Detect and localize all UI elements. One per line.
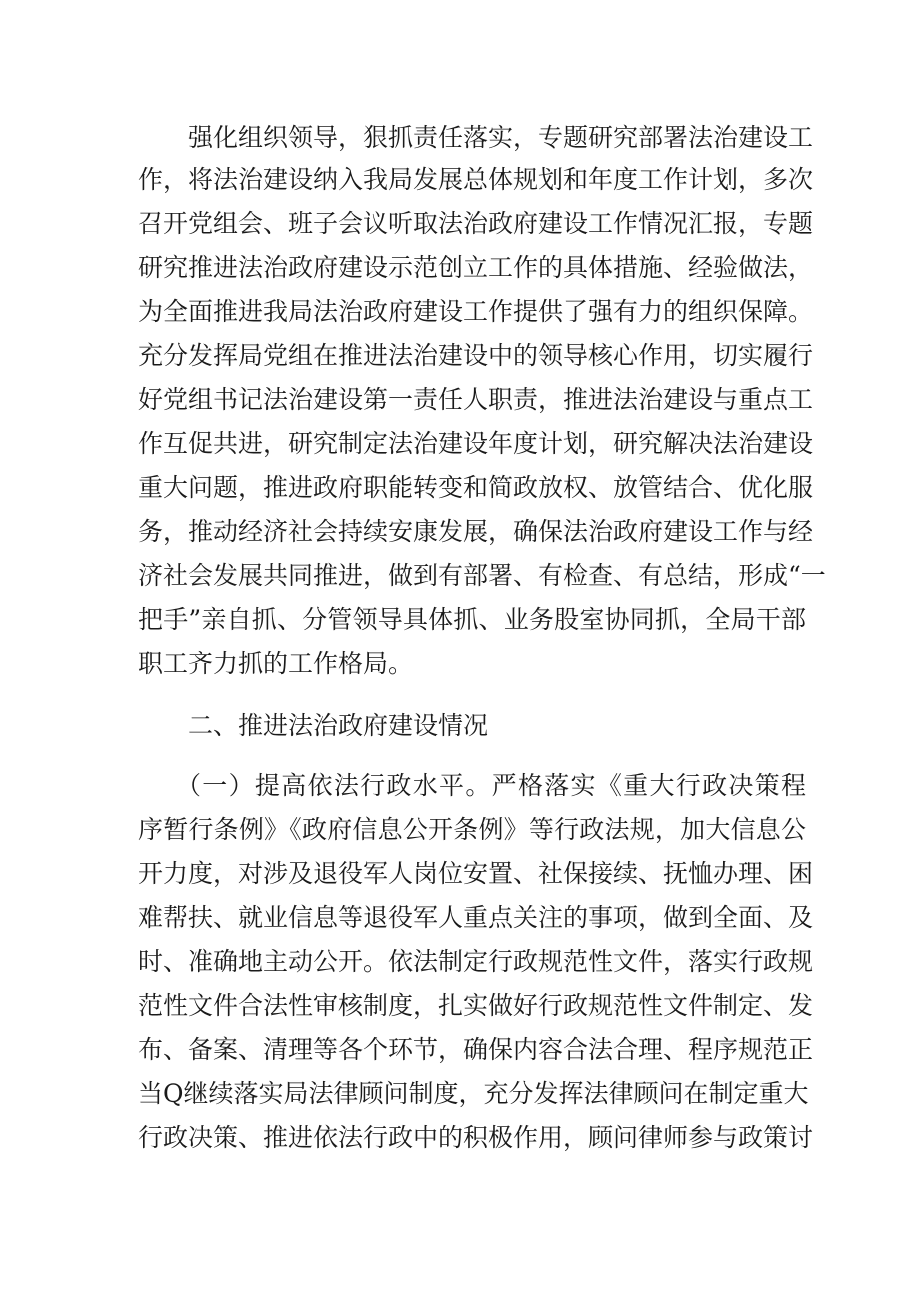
paragraph-1-line-13: 职工齐力抓的工作格局。 (138, 649, 414, 678)
paragraph-1-line-7: 好党组书记法治建设第一责任人职责，推进法治建设与重点工 (138, 385, 814, 414)
paragraph-1-line-12: 把手”亲自抓、分管领导具体抓、业务股室协同抓，全局干部 (138, 605, 806, 634)
paragraph-2-line-2: 序暂行条例》《政府信息公开条例》等行政法规，加大信息公 (138, 815, 806, 844)
paragraph-2-line-9: 行政决策、推进依法行政中的积极作用，顾问律师参与政策讨 (138, 1123, 814, 1152)
paragraph-2-line-8: 当Q继续落实局法律顾问制度，充分发挥法律顾问在制定重大 (138, 1079, 809, 1108)
section-heading: 二、推进法治政府建设情况 (188, 711, 489, 740)
paragraph-2-line-6: 范性文件合法性审核制度，扎实做好行政规范性文件制定、发 (138, 991, 814, 1020)
paragraph-1-line-10: 务，推动经济社会持续安康发展，确保法治政府建设工作与经 (138, 517, 814, 546)
paragraph-1-line-6: 充分发挥局党组在推进法治建设中的领导核心作用，切实履行 (138, 341, 814, 370)
paragraph-2-line-7: 布、备案、清理等各个环节，确保内容合法合理、程序规范正 (138, 1035, 814, 1064)
paragraph-2-line-1: （一）提高依法行政水平。严格落实《重大行政决策程 (176, 771, 806, 800)
paragraph-1-line-8: 作互促共进，研究制定法治建设年度计划，研究解决法治建设 (138, 429, 814, 458)
paragraph-2-line-4: 难帮扶、就业信息等退役军人重点关注的事项，做到全面、及 (138, 903, 814, 932)
paragraph-2-line-5: 时、准确地主动公开。依法制定行政规范性文件，落实行政规 (138, 947, 814, 976)
paragraph-1-line-11: 济社会发展共同推进，做到有部署、有检查、有总结，形成“一 (138, 561, 826, 590)
paragraph-1-line-2: 作，将法治建设纳入我局发展总体规划和年度工作计划，多次 (138, 165, 814, 194)
paragraph-1-line-3: 召开党组会、班子会议听取法治政府建设工作情况汇报，专题 (138, 209, 814, 238)
paragraph-2-line-3: 开力度，对涉及退役军人岗位安置、社保接续、抚恤办理、困 (138, 859, 814, 888)
paragraph-1-line-1: 强化组织领导，狠抓责任落实，专题研究部署法治建设工 (188, 123, 814, 152)
paragraph-1-line-4: 研究推进法治政府建设示范创立工作的具体措施、经验做法， (138, 253, 814, 282)
paragraph-1-line-5: 为全面推进我局法治政府建设工作提供了强有力的组织保障。 (138, 297, 814, 326)
paragraph-1-line-9: 重大问题，推进政府职能转变和简政放权、放管结合、优化服 (138, 473, 814, 502)
